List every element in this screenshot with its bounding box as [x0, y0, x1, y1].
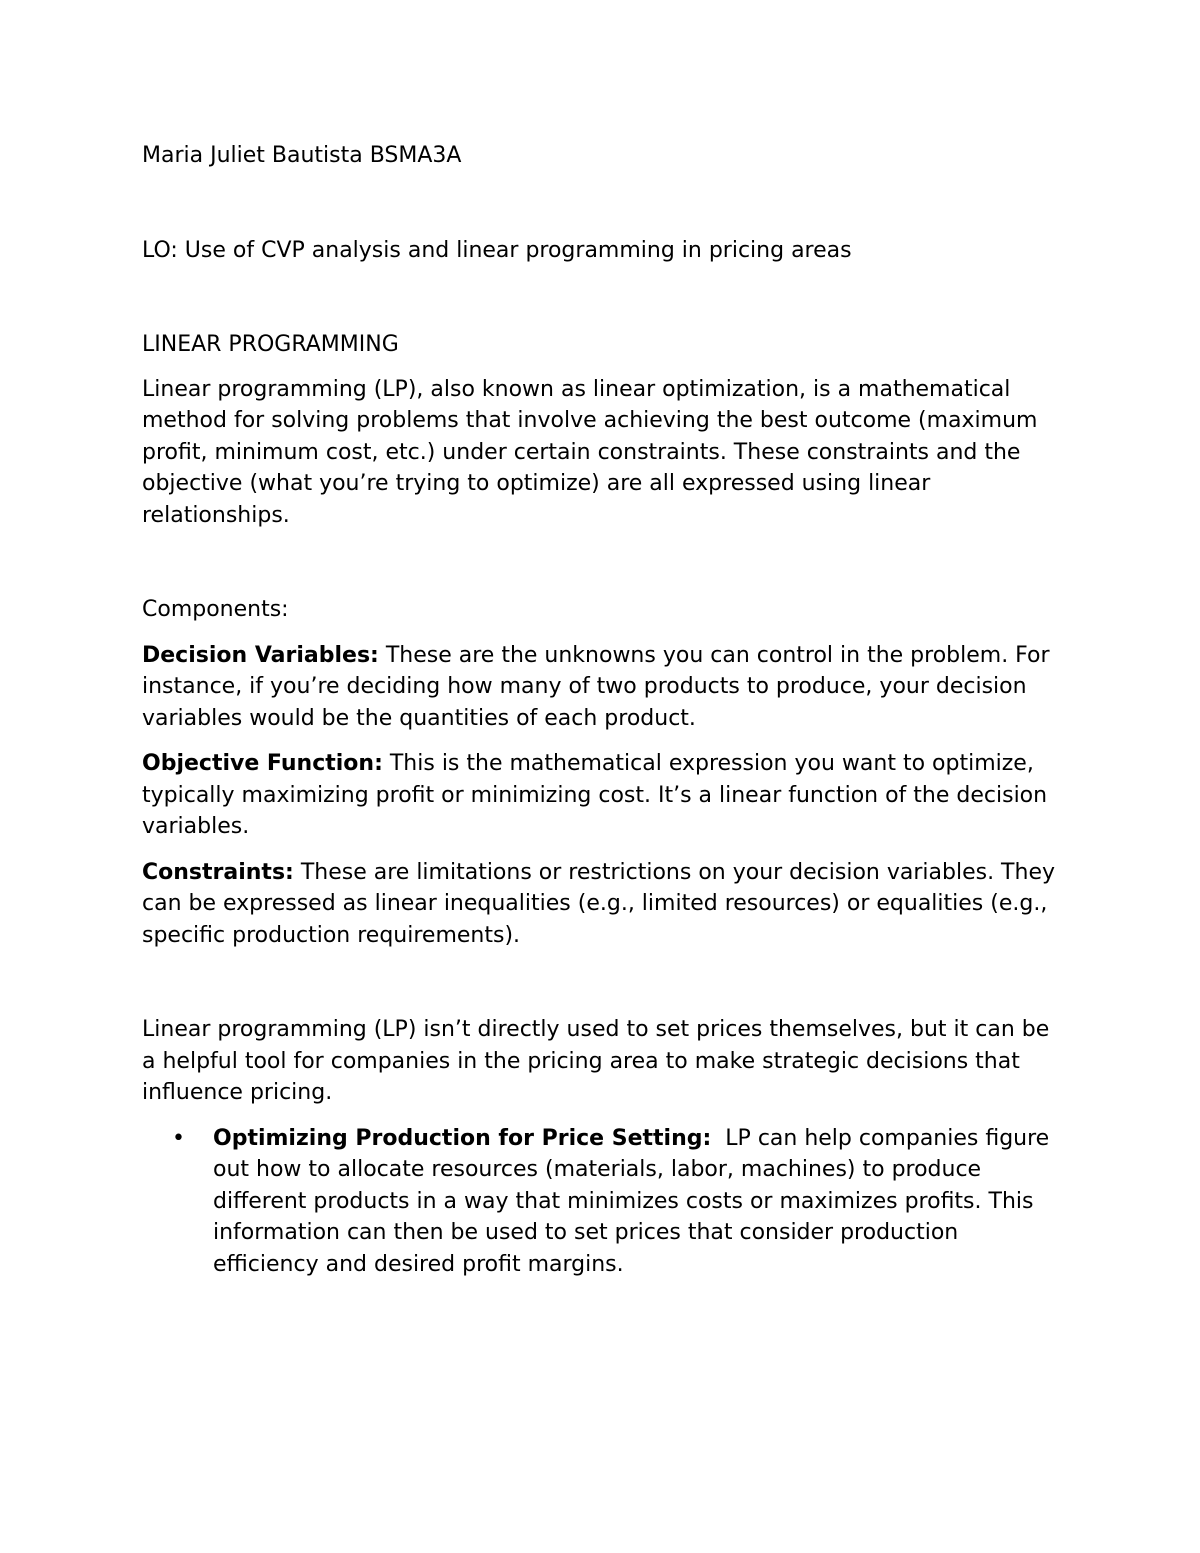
section-heading: LINEAR PROGRAMMING	[142, 332, 399, 357]
list-item	[142, 1123, 1062, 1281]
component-term: Decision Variables:	[142, 642, 379, 668]
component-text: This is the mathematical expression you want to optimize, typically maximizing profit or minimizing cost. It’s a linear function of the decision variables.	[142, 751, 1048, 839]
component-constraints	[142, 857, 1062, 952]
component-term: Constraints:	[142, 859, 294, 885]
document-page	[142, 140, 1062, 1280]
author-line: Maria Juliet Bautista BSMA3A	[142, 143, 462, 168]
pricing-intro-paragraph: Linear programming (LP) isn’t directly used to set prices themselves, but it can be a helpful tool for companies in the pricing area to make strategic decisions that influence pricing.	[142, 1017, 1050, 1105]
bullet-term: Optimizing Production for Price Setting:	[213, 1125, 712, 1151]
component-text: These are the unknowns you can control in the problem. For instance, if you’re deciding how many of two products to produce, your decision variables would be the quantities of each product.	[142, 642, 1050, 731]
component-term: Objective Function:	[142, 751, 383, 776]
component-objective-function	[142, 748, 1062, 843]
learning-objective: LO: Use of CVP analysis and linear programming in pricing areas	[142, 237, 852, 263]
definition-paragraph: Linear programming (LP), also known as linear optimization, is a mathematical method for solving problems that involve achieving the best outcome (maximum profit, minimum cost, etc.) under certain constraints. These constraints and the objective (what you’re trying to optimize) are all expressed using linear relationships.	[142, 376, 1038, 528]
component-text: These are limitations or restrictions on your decision variables. They can be expressed as linear inequalities (e.g., limited resources) or equalities (e.g., specific production requirements).	[142, 859, 1055, 948]
components-label: Components:	[142, 597, 289, 622]
bullet-list	[142, 1123, 1062, 1281]
bullet-marker: •	[172, 1125, 185, 1151]
bullet-text: LP can help companies figure out how to allocate resources (materials, labor, machines) to produce different products in a way that minimizes costs or maximizes profits. This information can then be used to set prices that consider production efficiency and desired profit margins.	[213, 1125, 1057, 1277]
component-decision-variables	[142, 640, 1062, 735]
